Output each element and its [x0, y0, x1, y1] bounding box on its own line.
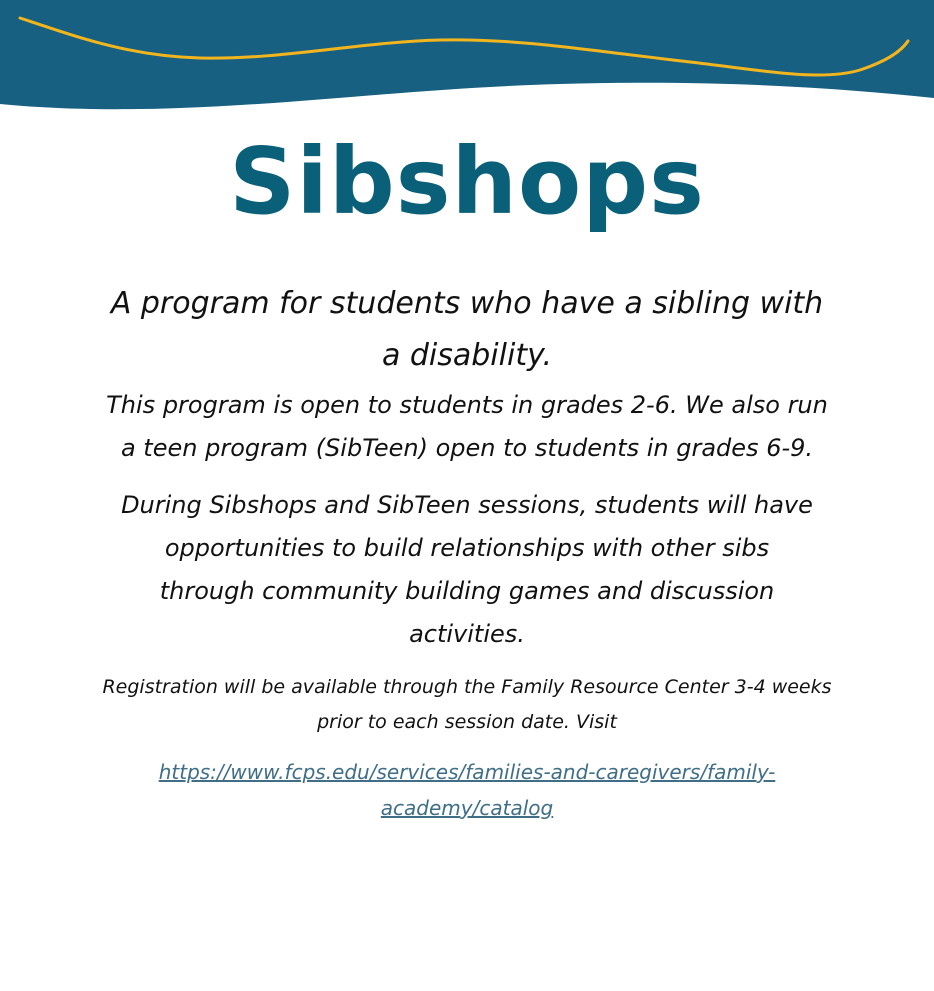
catalog-link[interactable]: https://www.fcps.edu/services/families-and-caregivers/family-academy/catalog	[158, 760, 776, 820]
page-title: Sibshops	[229, 128, 705, 235]
sessions-paragraph: During Sibshops and SibTeen sessions, students will have opportunities to build relationships with other sibs through community building games and discussion activities.	[121, 491, 813, 648]
program-subtitle: A program for students who have a sibling with a disability.	[110, 286, 824, 373]
registration-text: Registration will be available through the Family Resource Center 3-4 weeks prior to each session date. Visit	[102, 676, 832, 733]
header-wave-banner	[0, 0, 934, 120]
grades-paragraph: This program is open to students in grades 2-6. We also run a teen program (SibTeen) open to students in grades 6-9.	[106, 391, 828, 462]
header-wave-fill	[0, 0, 934, 109]
main-content	[100, 278, 834, 826]
